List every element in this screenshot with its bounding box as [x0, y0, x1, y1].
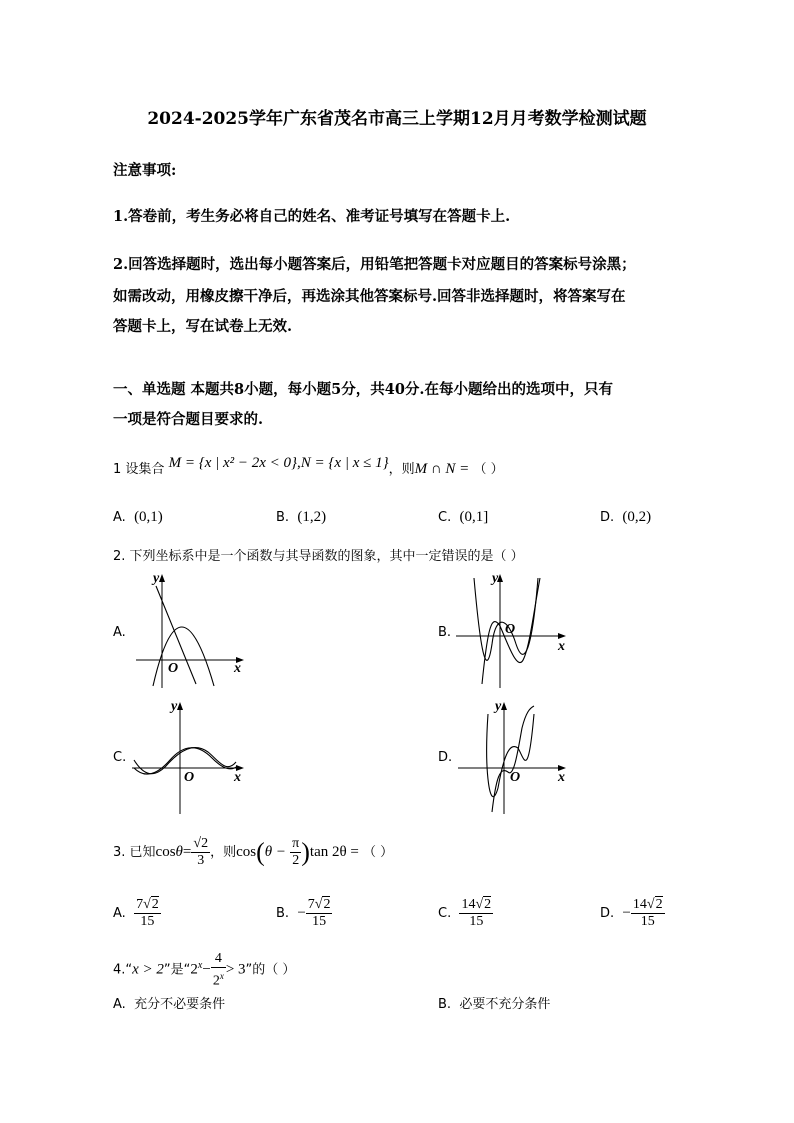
question-4-minus: −	[202, 961, 211, 978]
y-axis-arrow	[159, 574, 165, 582]
fraction-numerator: √2	[193, 836, 209, 851]
y-axis-label: y	[492, 571, 499, 586]
question-3-expr-cos: cos	[236, 844, 257, 860]
notice-item-1: 1.答卷前，考生务必将自己的姓名、准考证号填写在答题卡上.	[113, 208, 511, 225]
left-paren: (	[256, 837, 265, 867]
numerator-radicand: 2	[655, 897, 663, 912]
question-3-pi-fraction	[290, 836, 301, 869]
question-2-option-b-label[interactable]: B.	[438, 625, 452, 640]
fraction-numerator: 14√2	[632, 897, 663, 912]
fraction-denominator: 15	[140, 914, 155, 929]
question-1-number: 1	[113, 462, 122, 477]
x-axis-label: x	[558, 639, 565, 654]
curve-function	[474, 578, 538, 660]
y-axis-arrow	[501, 702, 507, 710]
question-4-fraction	[211, 951, 226, 990]
question-4-option-b[interactable]	[438, 993, 550, 1012]
option-value: (1,2)	[297, 509, 327, 525]
option-fraction	[631, 897, 665, 930]
question-3-theta: θ	[175, 844, 183, 860]
question-4-pre: 4.“	[113, 962, 133, 978]
question-3-blank: （ ）	[363, 845, 394, 860]
question-3-tan: tan 2θ =	[309, 844, 359, 860]
question-3-fraction	[191, 836, 210, 869]
question-3-option-b[interactable]	[276, 893, 332, 933]
question-3-option-c[interactable]	[438, 893, 493, 933]
option-label: C.	[438, 510, 452, 525]
right-paren: )	[301, 837, 310, 867]
numerator-coefficient: 7	[136, 897, 144, 912]
option-text: 必要不充分条件	[459, 997, 551, 1012]
option-sign: −	[297, 905, 306, 921]
graph-c[interactable]	[128, 692, 252, 816]
question-3	[113, 832, 393, 872]
fraction-denominator: 15	[469, 914, 484, 929]
numerator-coefficient: 14	[632, 897, 647, 912]
notice-item-2-line-2: 如需改动，用橡皮擦干净后，再选涂其他答案标号.回答非选择题时，将答案写在	[113, 288, 626, 305]
question-3-option-a[interactable]	[113, 893, 161, 933]
question-1	[113, 455, 504, 478]
origin-label: O	[510, 770, 521, 785]
y-axis-arrow	[177, 702, 183, 710]
y-axis-label: y	[171, 699, 178, 714]
question-3-equals: =	[182, 844, 192, 860]
notice-heading: 注意事项:	[113, 162, 177, 179]
question-1-set-n: N = {x | x ≤ 1}	[300, 455, 389, 471]
question-3-pre: 3. 已知	[113, 845, 156, 860]
option-sign: −	[622, 905, 631, 921]
numerator-radicand: 2	[484, 897, 492, 912]
y-axis-label: y	[495, 699, 502, 714]
question-2-text: 2. 下列坐标系中是一个函数与其导函数的图象，其中一定错误的是（ ）	[113, 549, 524, 564]
question-4-exponent: x	[197, 960, 203, 971]
notice-item-2-line-3: 答题卡上，写在试卷上无效.	[113, 318, 293, 335]
question-4-condition-1: x > 2	[132, 961, 164, 978]
option-value: (0,1]	[459, 509, 489, 525]
x-axis-label: x	[234, 661, 241, 676]
option-fraction	[134, 897, 161, 930]
numerator-coefficient: 7	[307, 897, 315, 912]
section-1-heading-line-2: 一项是符合题目要求的.	[113, 411, 264, 428]
option-value: (0,2)	[622, 509, 652, 525]
y-axis-label: y	[153, 571, 160, 586]
option-label: A.	[113, 510, 126, 525]
option-label: A.	[113, 997, 126, 1012]
origin-label: O	[184, 770, 195, 785]
numerator-radicand: 2	[323, 897, 331, 912]
graph-a[interactable]	[128, 566, 252, 690]
fraction-denominator: 2	[292, 853, 300, 868]
question-2-option-a-label[interactable]: A.	[113, 625, 126, 640]
page-title: 2024-2025学年广东省茂名市高三上学期12月月考数学检测试题	[147, 109, 647, 129]
denominator-exponent: x	[219, 970, 224, 981]
option-label: B.	[438, 997, 452, 1012]
question-1-expression: M ∩ N =	[414, 461, 470, 477]
fraction-numerator: 7√2	[136, 897, 159, 912]
option-text: 充分不必要条件	[134, 997, 226, 1012]
question-2-option-d-label[interactable]: D.	[438, 750, 453, 765]
question-1-blank: （ ）	[473, 462, 504, 477]
notice-item-2-line-1: 2.回答选择题时，选出每小题答案后，用铅笔把答题卡对应题目的答案标号涂黑；	[113, 256, 636, 273]
fraction-numerator: π	[292, 836, 300, 851]
option-value: (0,1)	[134, 509, 163, 525]
origin-label: O	[168, 661, 179, 676]
x-axis-label: x	[558, 770, 565, 785]
fraction-numerator: 14√2	[461, 897, 492, 912]
numerator-radicand: 2	[151, 897, 159, 912]
question-1-set-m: M = {x | x² − 2x < 0}	[168, 455, 298, 471]
question-4-option-a[interactable]	[113, 993, 225, 1012]
option-label: B.	[276, 906, 290, 921]
question-1-text-mid: ，则	[388, 462, 415, 477]
question-3-cos: cos	[155, 844, 176, 860]
question-1-option-b[interactable]	[276, 509, 326, 526]
x-axis-label: x	[234, 770, 241, 785]
denominator-base: 2	[212, 973, 220, 989]
fraction-denominator: 3	[197, 853, 205, 868]
option-label: D.	[600, 906, 615, 921]
graph-b[interactable]	[452, 566, 576, 690]
question-1-option-c[interactable]	[438, 509, 488, 526]
question-3-option-d[interactable]	[600, 893, 665, 933]
question-4-base: 2	[190, 961, 198, 978]
question-1-separator: ,	[297, 455, 301, 471]
question-4	[113, 946, 296, 989]
question-1-option-d[interactable]	[600, 509, 651, 526]
fraction-numerator: 7√2	[307, 897, 331, 912]
option-label: A.	[113, 906, 126, 921]
option-label: D.	[600, 510, 615, 525]
fraction-denominator	[211, 968, 226, 990]
option-fraction	[306, 897, 333, 930]
option-fraction	[459, 897, 493, 930]
question-3-mid: ，则	[210, 845, 237, 860]
question-4-mid: ”是“	[163, 962, 191, 978]
section-1-heading-line-1: 一、单选题 本题共8小题，每小题5分，共40分.在每小题给出的选项中，只有	[113, 381, 613, 398]
fraction-denominator: 15	[640, 914, 655, 929]
graph-d[interactable]	[452, 692, 576, 816]
origin-label: O	[505, 622, 516, 637]
question-1-text-pre: 设集合	[125, 462, 165, 477]
question-2-option-c-label[interactable]: C.	[113, 750, 127, 765]
question-3-expr-theta: θ −	[264, 844, 287, 860]
option-label: C.	[438, 906, 452, 921]
fraction-denominator: 15	[312, 914, 327, 929]
option-label: B.	[276, 510, 290, 525]
question-4-post: ”的（ ）	[245, 962, 296, 978]
question-4-inequality: > 3	[225, 961, 246, 978]
question-1-option-a[interactable]	[113, 509, 163, 526]
numerator-coefficient: 14	[461, 897, 476, 912]
fraction-numerator: 4	[211, 951, 226, 968]
